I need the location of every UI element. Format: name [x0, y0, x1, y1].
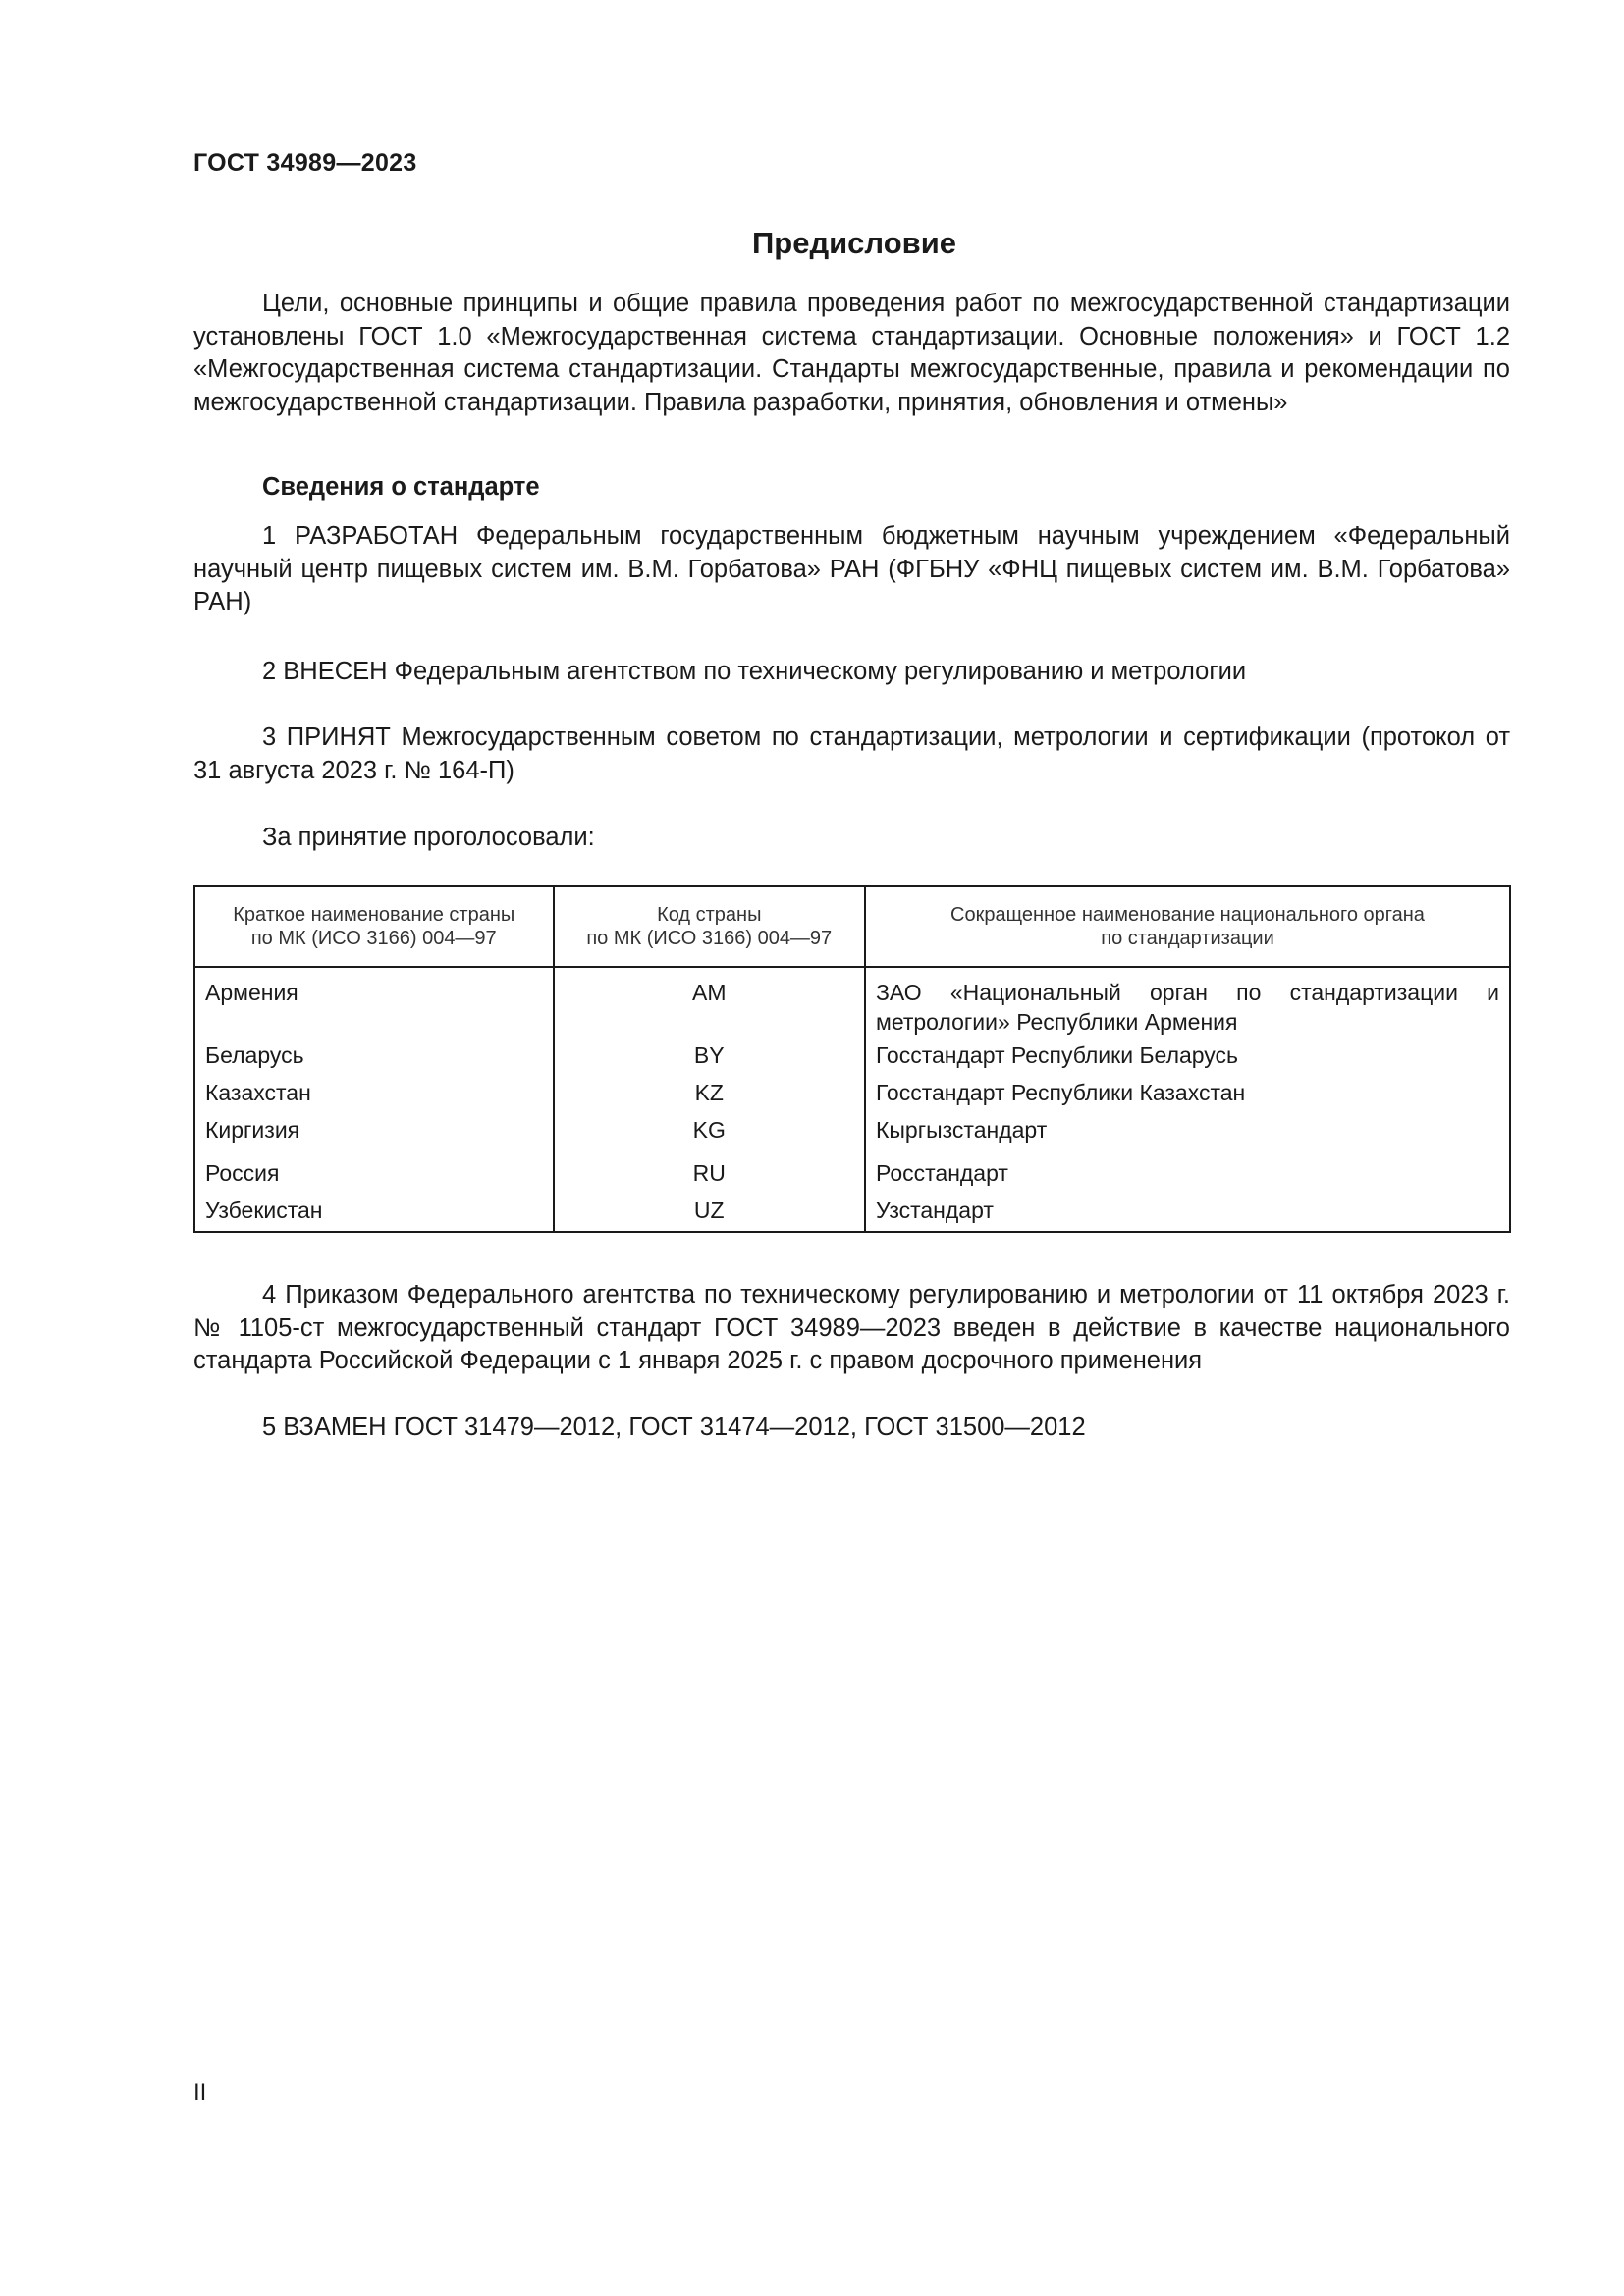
- cell-code: AM: [554, 967, 865, 1039]
- table-row: [194, 1156, 1510, 1194]
- cell-org: Госстандарт Республики Беларусь: [865, 1039, 1510, 1076]
- header-code: Код страны по МК (ИСО 3166) 004—97: [554, 886, 865, 967]
- cell-code: KG: [554, 1113, 865, 1156]
- item-introduced: 2 ВНЕСЕН Федеральным агентством по техническому регулированию и метрологии: [262, 658, 1247, 685]
- document-code: ГОСТ 34989—2023: [193, 149, 417, 177]
- cell-org: Кыргызстандарт: [865, 1113, 1510, 1156]
- cell-org: Росстандарт: [865, 1156, 1510, 1194]
- item-order: 4 Приказом Федерального агентства по техническому регулированию и метрологии от 11 октября 2023 г. № 1105-ст межгосударственный стандарт ГОСТ 34989—2023 введен в действие в качестве национального стандарта Российской Федерации с 1 января 2025 г. с правом досрочного применения: [193, 1281, 1510, 1374]
- cell-code: RU: [554, 1156, 865, 1194]
- intro-paragraph: Цели, основные принципы и общие правила проведения работ по межгосударственной стандартизации установлены ГОСТ 1.0 «Межгосударственная система стандартизации. Основные положения» и ГОСТ 1.2 «Межгосударственная система стандартизации. Стандарты межгосударственные, правила и рекомендации по межгосударственной стандартизации. Правила разработки, принятия, обновления и отмены»: [193, 290, 1510, 416]
- cell-country: Россия: [194, 1156, 554, 1194]
- info-heading: Сведения о стандарте: [262, 473, 540, 501]
- cell-country: Казахстан: [194, 1076, 554, 1113]
- cell-code: KZ: [554, 1076, 865, 1113]
- cell-org: Госстандарт Республики Казахстан: [865, 1076, 1510, 1113]
- item-adopted: 3 ПРИНЯТ Межгосударственным советом по стандартизации, метрологии и сертификации (протокол от 31 августа 2023 г. № 164-П): [193, 723, 1510, 784]
- cell-code: BY: [554, 1039, 865, 1076]
- cell-country: Узбекистан: [194, 1194, 554, 1232]
- header-country: Краткое наименование страны по МК (ИСО 3166) 004—97: [194, 886, 554, 967]
- cell-org: Узстандарт: [865, 1194, 1510, 1232]
- countries-table: [193, 885, 1511, 1233]
- table-row: [194, 967, 1510, 1039]
- page-title: Предисловие: [751, 226, 956, 260]
- table-row: [194, 1076, 1510, 1113]
- item-developed: 1 РАЗРАБОТАН Федеральным государственным бюджетным научным учреждением «Федеральный научный центр пищевых систем им. В.М. Горбатова» РАН (ФГБНУ «ФНЦ пищевых систем им. В.М. Горбатова» РАН): [193, 522, 1510, 615]
- cell-country: Киргизия: [194, 1113, 554, 1156]
- header-org: Сокращенное наименование национального органа по стандартизации: [865, 886, 1510, 967]
- page-number: II: [193, 2079, 207, 2106]
- cell-org: ЗАО «Национальный орган по стандартизации и метрологии» Республики Армения: [865, 967, 1510, 1039]
- table-header-row: [194, 886, 1510, 967]
- cell-code: UZ: [554, 1194, 865, 1232]
- voted-label: За принятие проголосовали:: [262, 824, 595, 851]
- item-replaces: 5 ВЗАМЕН ГОСТ 31479—2012, ГОСТ 31474—2012, ГОСТ 31500—2012: [262, 1414, 1086, 1441]
- table-row: [194, 1194, 1510, 1232]
- table-row: [194, 1039, 1510, 1076]
- cell-country: Беларусь: [194, 1039, 554, 1076]
- cell-country: Армения: [194, 967, 554, 1039]
- table-row: [194, 1113, 1510, 1156]
